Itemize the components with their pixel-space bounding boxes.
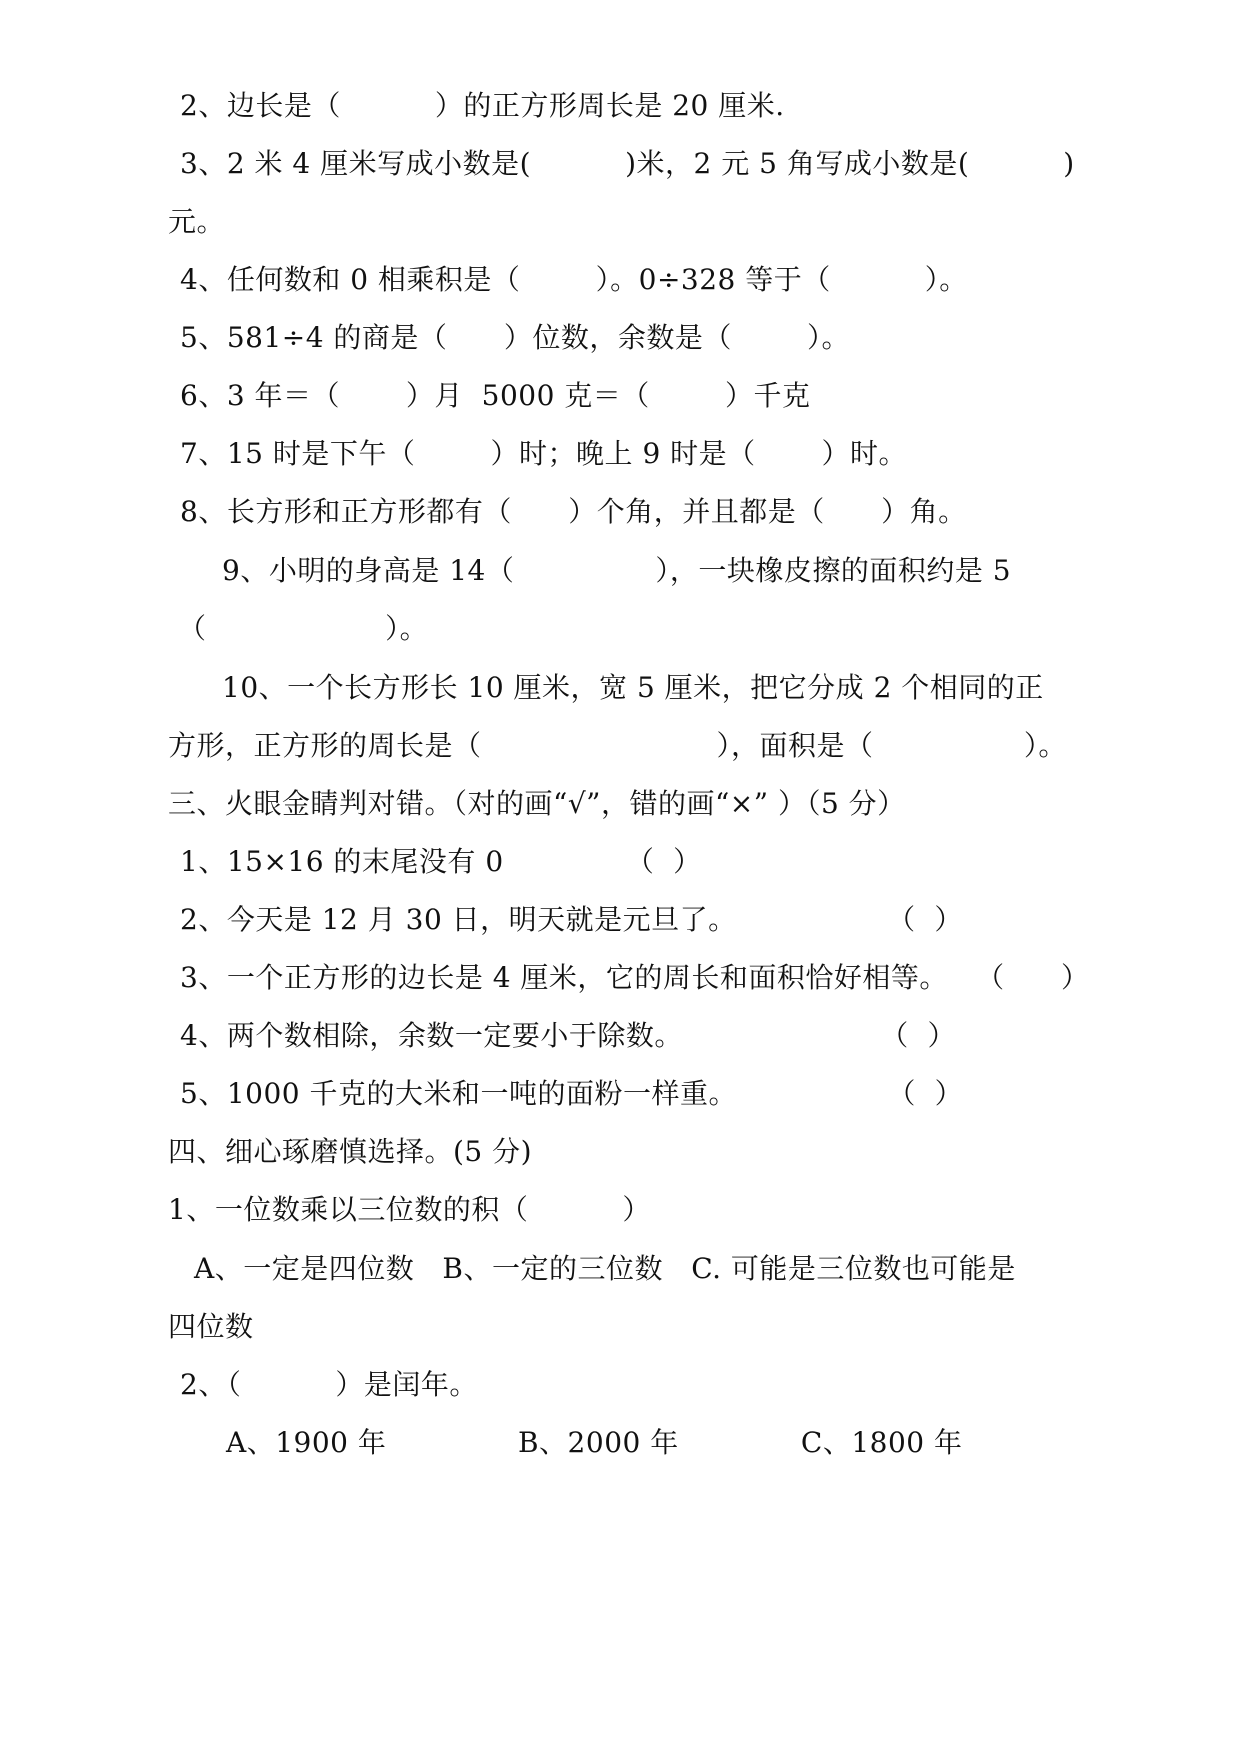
fill-question-9: 9、小明的身高是 14（ ），一块橡皮擦的面积约是 5 xyxy=(222,554,1012,587)
fill-question-8: 8、长方形和正方形都有（ ）个角，并且都是（ ）角。 xyxy=(180,495,967,528)
fill-question-7: 7、15 时是下午（ ）时；晚上 9 时是（ ）时。 xyxy=(180,437,907,470)
judge-question-1: 1、15×16 的末尾没有 0 （ ） xyxy=(180,845,702,878)
judge-question-4: 4、两个数相除，余数一定要小于除数。 （ ） xyxy=(180,1019,957,1052)
fill-question-6: 6、3 年＝（ ）月 5000 克＝（ ）千克 xyxy=(180,379,811,412)
judge-question-2: 2、今天是 12 月 30 日，明天就是元旦了。 （ ） xyxy=(180,903,963,936)
section-four-heading: 四、细心琢磨慎选择。(5 分) xyxy=(168,1135,533,1168)
fill-question-9-cont: （ ）。 xyxy=(178,612,429,645)
section-three-heading: 三、火眼金睛判对错。（对的画“√”，错的画“×” ）（5 分） xyxy=(168,787,906,820)
choice-question-1-cont: 四位数 xyxy=(168,1310,254,1343)
fill-question-10: 10、一个长方形长 10 厘米，宽 5 厘米，把它分成 2 个相同的正 xyxy=(222,671,1044,704)
judge-question-5: 5、1000 千克的大米和一吨的面粉一样重。 （ ） xyxy=(180,1077,964,1110)
fill-question-3: 3、2 米 4 厘米写成小数是( )米，2 元 5 角写成小数是( ) xyxy=(180,147,1075,180)
fill-question-3-cont: 元。 xyxy=(168,205,226,238)
fill-question-10-cont: 方形，正方形的周长是（ ），面积是（ ）。 xyxy=(168,729,1067,762)
choice-question-1-options: A、一定是四位数 B、一定的三位数 C. 可能是三位数也可能是 xyxy=(194,1252,1016,1285)
fill-question-5: 5、581÷4 的商是（ ）位数，余数是（ ）。 xyxy=(180,321,851,354)
choice-question-2: 2、（ ）是闰年。 xyxy=(180,1368,478,1401)
fill-question-4: 4、任何数和 0 相乘积是（ ）。0÷328 等于（ ）。 xyxy=(180,263,968,296)
choice-question-2-options: A、1900 年 B、2000 年 C、1800 年 xyxy=(226,1426,963,1459)
judge-question-3: 3、一个正方形的边长是 4 厘米，它的周长和面积恰好相等。 （ ） xyxy=(180,961,1090,994)
fill-question-2: 2、边长是（ ）的正方形周长是 20 厘米. xyxy=(180,89,785,122)
choice-question-1: 1、一位数乘以三位数的积（ ） xyxy=(168,1193,651,1226)
